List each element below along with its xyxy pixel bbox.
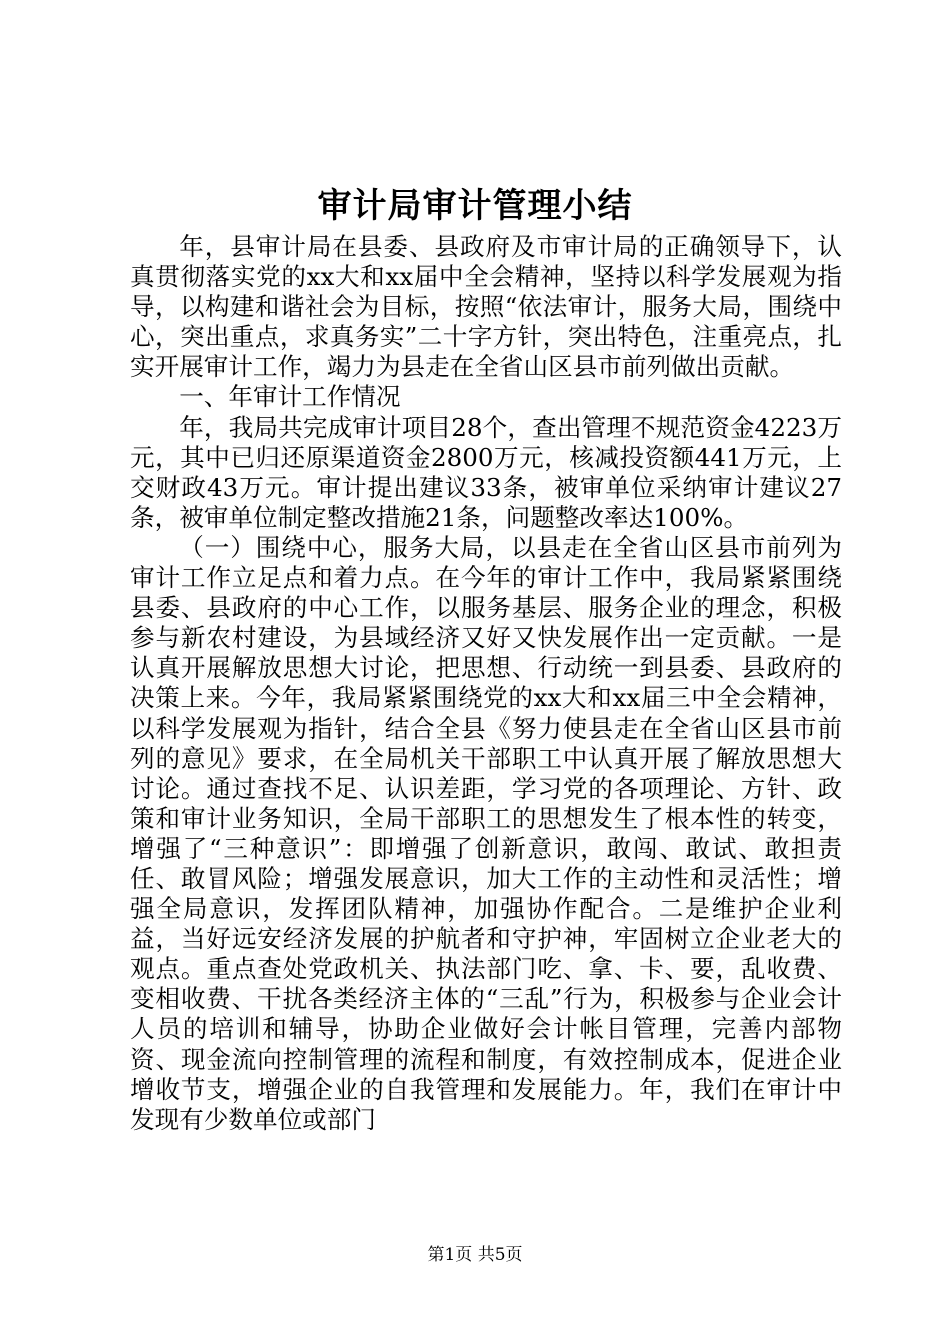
document-body xyxy=(130,232,842,1135)
section-heading: 一、年审计工作情况 xyxy=(179,382,401,412)
paragraph-detail: （一）围绕中心，服务大局，以县走在全省山区县市前列为审计工作立足点和着力点。在今年的审计工作中，我局紧紧围绕县委、县政府的中心工作，以服务基层、服务企业的理念，积极参与新农村建设，为县域经济又好又快发展作出一定贡献。一是认真开展解放思想大讨论，把思想、行动统一到县委、县政府的决策上来。今年，我局紧紧围绕党的xx大和xx届三中全会精神，以科学发展观为指针，结合全县《努力使县走在全省山区县市前列的意见》要求，在全局机关干部职工中认真开展了解放思想大讨论。通过查找不足、认识差距，学习党的各项理论、方针、政策和审计业务知识，全局干部职工的思想发生了根本性的转变，增强了“三种意识”：即增强了创新意识，敢闯、敢试、敢担责任、敢冒风险；增强发展意识，加大工作的主动性和灵活性；增强全局意识，发挥团队精神，加强协作配合。二是维护企业利益，当好远安经济发展的护航者和守护神，牢固树立企业老大的观点。重点查处党政机关、执法部门吃、拿、卡、要，乱收费、变相收费、干扰各类经济主体的“三乱”行为，积极参与企业会计人员的培训和辅导，协助企业做好会计帐目管理，完善内部物资、现金流向控制管理的流程和制度，有效控制成本，促进企业增收节支，增强企业的自我管理和发展能力。年，我们在审计中发现有少数单位或部门 xyxy=(130,532,842,1134)
page-number-footer: 第1页 共5页 xyxy=(427,1245,523,1265)
document-title: 审计局审计管理小结 xyxy=(317,186,633,226)
paragraph-summary: 年，我局共完成审计项目28个，查出管理不规范资金4223万元，其中已归还原渠道资金2800万元，核减投资额441万元，上交财政43万元。审计提出建议33条，被审单位采纳审计建议27条，被审单位制定整改措施21条，问题整改率达100%。 xyxy=(130,412,842,532)
paragraph-intro: 年，县审计局在县委、县政府及市审计局的正确领导下，认真贯彻落实党的xx大和xx届中全会精神，坚持以科学发展观为指导，以构建和谐社会为目标，按照“依法审计，服务大局，围绕中心，突出重点，求真务实”二十字方针，突出特色，注重亮点，扎实开展审计工作，竭力为县走在全省山区县市前列做出贡献。 xyxy=(130,232,842,382)
